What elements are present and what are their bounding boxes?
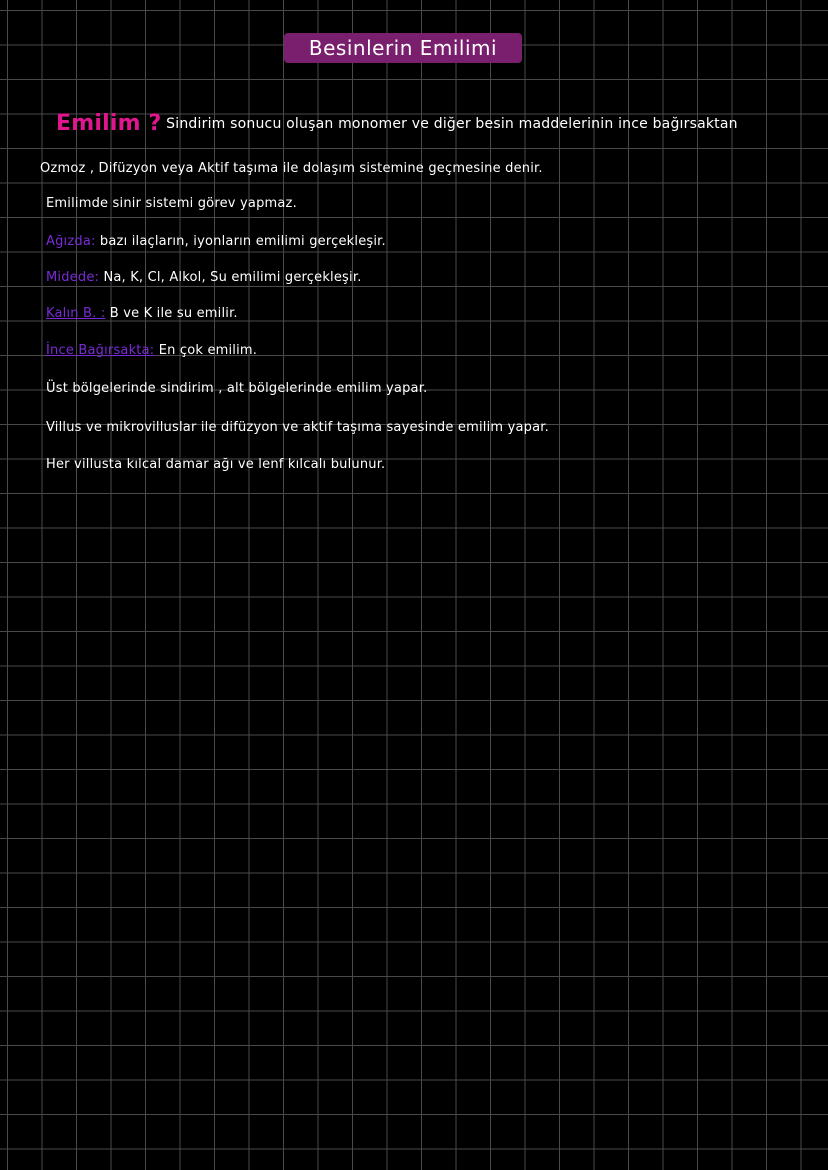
large-intestine-text: B ve K ile su emilir. [105, 306, 238, 321]
nervous-system-note: Emilimde sinir sistemi görev yapmaz. [46, 196, 297, 211]
large-intestine-label: Kalın B. : [46, 306, 106, 321]
definition-text: Sindirim sonucu oluşan monomer ve diğer besin maddelerinin ince bağırsaktan [161, 116, 738, 132]
small-intestine-line [46, 342, 257, 360]
villus-note: Villus ve mikrovilluslar ile difüzyon ve aktif taşıma sayesinde emilim yapar. [46, 420, 549, 435]
small-intestine-text: En çok emilim. [154, 343, 258, 358]
mouth-line [46, 233, 386, 251]
definition-continuation: Ozmoz , Difüzyon veya Aktif taşıma ile dolaşım sistemine geçmesine denir. [40, 161, 543, 176]
stomach-line [46, 269, 362, 287]
large-intestine-line [46, 305, 238, 323]
definition-line [56, 111, 738, 136]
stomach-text: Na, K, Cl, Alkol, Su emilimi gerçekleşir. [99, 270, 362, 285]
page-title: Besinlerin Emilimi [284, 33, 522, 63]
mouth-text: bazı ilaçların, iyonların emilimi gerçekleşir. [95, 234, 386, 249]
small-intestine-label: İnce Bağırsakta: [46, 343, 155, 358]
stomach-label: Midede: [46, 270, 100, 285]
emilim-heading: Emilim ? [56, 111, 162, 136]
mouth-label: Ağızda: [46, 234, 96, 249]
regions-note: Üst bölgelerinde sindirim , alt bölgelerinde emilim yapar. [46, 381, 428, 396]
capillary-note: Her villusta kılcal damar ağı ve lenf kılcalı bulunur. [46, 457, 386, 472]
